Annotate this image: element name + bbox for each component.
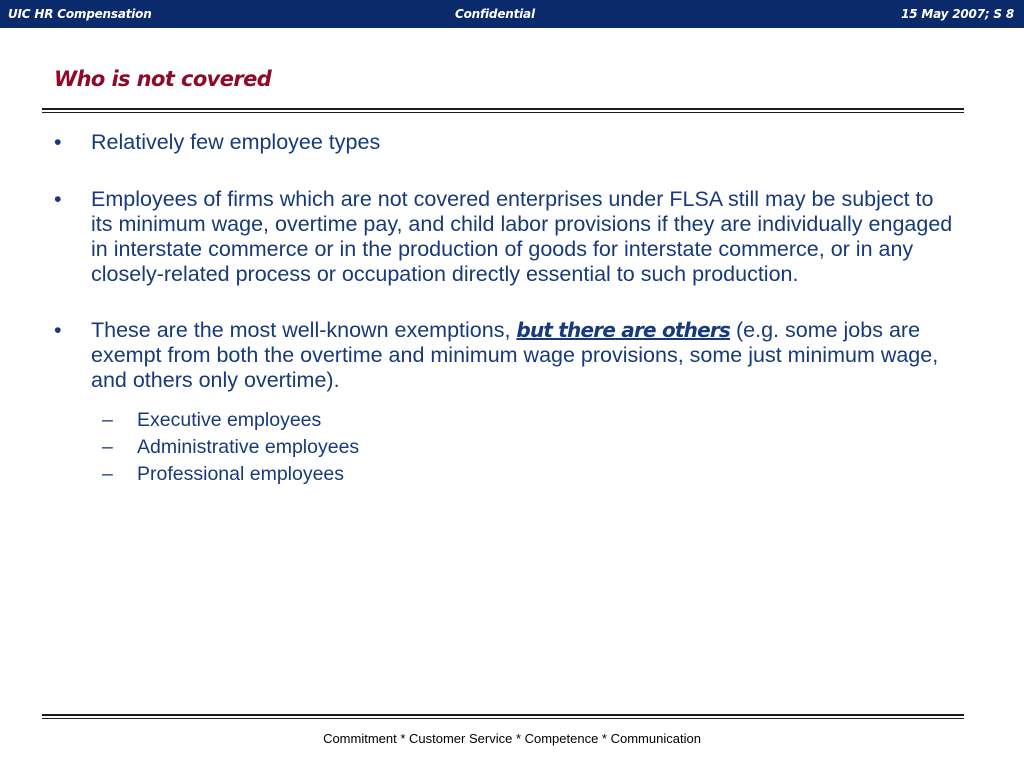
slide-body bbox=[54, 128, 960, 488]
header-org-name: UIC HR Compensation bbox=[8, 7, 152, 21]
sublist-item bbox=[102, 461, 960, 488]
bullet-text-before: These are the most well-known exemptions, bbox=[91, 318, 517, 342]
sublist-text: Professional employees bbox=[137, 463, 345, 485]
header-bar bbox=[0, 0, 1024, 28]
sublist-text: Executive employees bbox=[137, 409, 322, 431]
bullet-text: Relatively few employee types bbox=[91, 130, 381, 154]
slide-title: Who is not covered bbox=[54, 67, 272, 91]
sublist-text: Administrative employees bbox=[137, 436, 360, 458]
bullet-dot: • bbox=[54, 187, 62, 211]
exemption-sublist bbox=[54, 407, 960, 488]
emphasis-text: but there are others bbox=[516, 318, 731, 342]
footer-divider-bottom bbox=[42, 718, 964, 719]
bullet-item bbox=[54, 318, 960, 393]
header-date-page: 15 May 2007; S 8 bbox=[901, 7, 1014, 21]
sublist-dash: – bbox=[102, 409, 113, 431]
footer-tagline: Commitment * Customer Service * Competence * Communication bbox=[323, 731, 701, 746]
bullet-text: Employees of firms which are not covered enterprises under FLSA still may be subject to its minimum wage, overtime pay, and child labor provisions if they are individually engaged in interstate commerce or in the production of goods for interstate commerce, or in any closely-related process or occupation directly essential to such production. bbox=[91, 187, 953, 286]
title-divider-bottom bbox=[42, 112, 964, 113]
sublist-dash: – bbox=[102, 463, 113, 485]
header-confidential-label: Confidential bbox=[455, 7, 535, 21]
sublist-item bbox=[102, 407, 960, 434]
footer-divider-top bbox=[42, 714, 964, 716]
bullet-text-after: (e.g. some jobs are exempt from both the overtime and minimum wage provisions, some just minimum wage, and others only overtime). bbox=[91, 318, 939, 392]
sublist-dash: – bbox=[102, 436, 113, 458]
sublist-item bbox=[102, 434, 960, 461]
bullet-item bbox=[54, 130, 960, 155]
bullet-item bbox=[54, 187, 960, 287]
bullet-dot: • bbox=[54, 130, 62, 154]
bullet-dot: • bbox=[54, 318, 62, 342]
title-divider-top bbox=[42, 108, 964, 110]
